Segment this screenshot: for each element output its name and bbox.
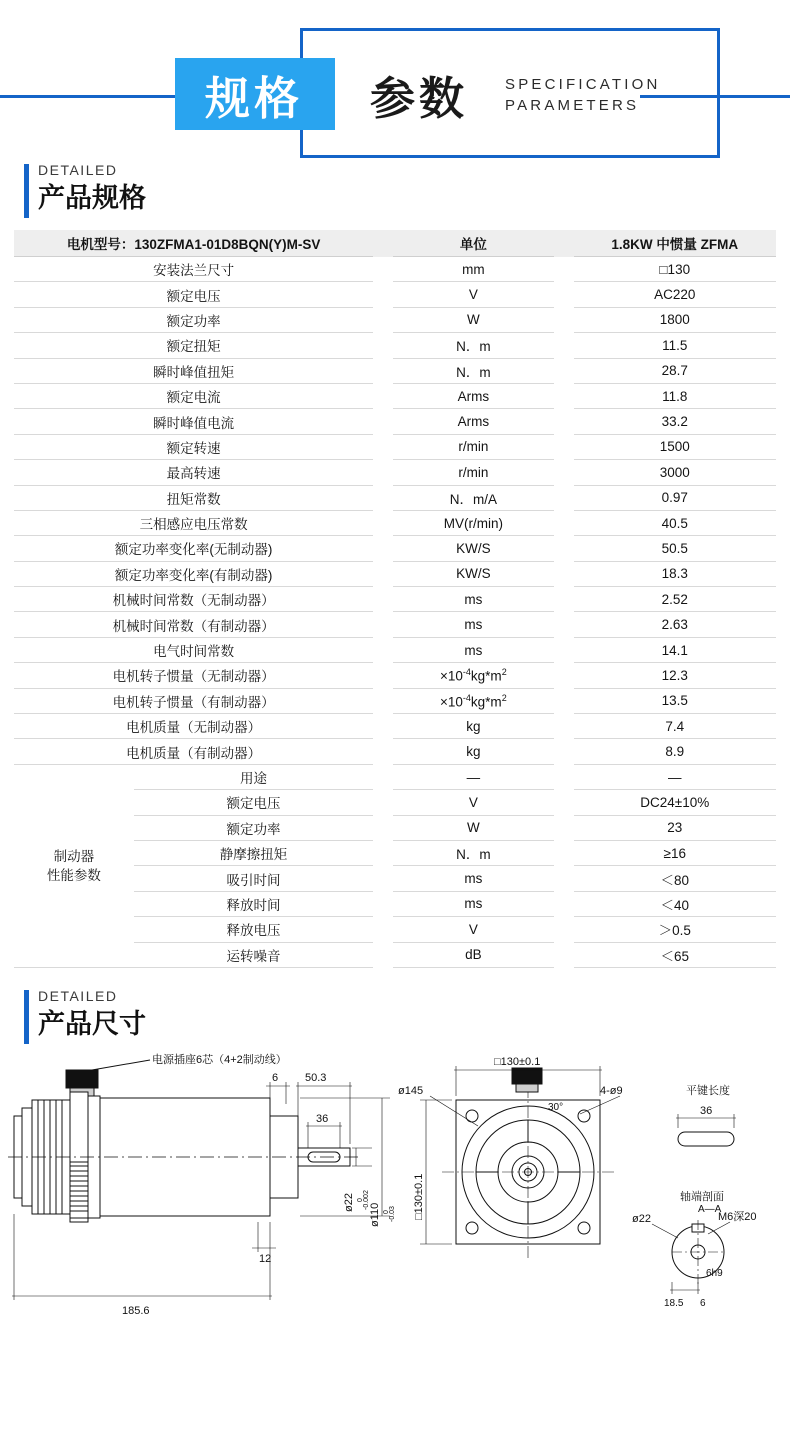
spec-table xyxy=(14,230,776,968)
row-name: 机械时间常数（无制动器） xyxy=(14,587,373,612)
row-gap-2 xyxy=(554,663,574,688)
row-name: 三相感应电压常数 xyxy=(14,510,373,535)
row-unit: ms xyxy=(393,612,554,637)
brake-row-unit: dB xyxy=(393,942,554,967)
row-unit: Arms xyxy=(393,383,554,408)
banner-title-en-line2: PARAMETERS xyxy=(505,97,640,114)
row-value: 8.9 xyxy=(574,739,777,764)
brake-teeth xyxy=(70,1162,88,1218)
label-d110-tol-top: 0 xyxy=(383,1210,390,1214)
row-unit: Arms xyxy=(393,409,554,434)
table-row xyxy=(14,688,776,713)
row-gap-2 xyxy=(554,561,574,586)
row-name: 瞬时峰值电流 xyxy=(14,409,373,434)
brake-group-label-line2: 性能参数 xyxy=(46,867,101,883)
table-row xyxy=(14,409,776,434)
label-connector: 电源插座6芯（4+2制动线） xyxy=(152,1053,287,1066)
brake-row-gap xyxy=(373,866,393,891)
row-gap xyxy=(373,257,393,282)
row-gap xyxy=(373,536,393,561)
row-gap xyxy=(373,383,393,408)
brake-row-unit: ms xyxy=(393,866,554,891)
table-row xyxy=(14,663,776,688)
front-connector xyxy=(512,1068,542,1084)
label-shaft-title: 轴端剖面 xyxy=(680,1190,724,1203)
row-name: 电气时间常数 xyxy=(14,637,373,662)
banner-rule-left xyxy=(0,95,175,98)
row-value: 3000 xyxy=(574,460,777,485)
row-unit: W xyxy=(393,307,554,332)
row-gap-2 xyxy=(554,510,574,535)
label-front-angle: 30° xyxy=(548,1101,564,1113)
row-name: 额定电压 xyxy=(14,282,373,307)
brake-row-value: ＜65 xyxy=(574,942,777,967)
brake-row-name: 用途 xyxy=(134,764,373,789)
row-value: 0.97 xyxy=(574,485,777,510)
row-value: 11.8 xyxy=(574,383,777,408)
label-d12: 12 xyxy=(259,1252,272,1265)
row-gap xyxy=(373,460,393,485)
table-row xyxy=(14,587,776,612)
row-gap xyxy=(373,663,393,688)
label-shaft-18-5: 18.5 xyxy=(664,1297,684,1309)
row-gap-2 xyxy=(554,739,574,764)
header-model: 电机型号：130ZFMA1-01D8BQN(Y)M-SV xyxy=(14,230,373,257)
row-unit: N．m/A xyxy=(393,485,554,510)
spec-table-wrapper xyxy=(14,230,776,968)
row-gap-2 xyxy=(554,307,574,332)
table-row xyxy=(14,485,776,510)
banner-title-cn-left: 规格 xyxy=(205,74,304,124)
brake-row-value: ＞0.5 xyxy=(574,917,777,942)
brake-row-name: 运转噪音 xyxy=(134,942,373,967)
row-value: 12.3 xyxy=(574,663,777,688)
label-d36-shaft: 36 xyxy=(316,1112,329,1125)
label-d22: ø22 xyxy=(343,1192,355,1212)
row-name: 扭矩常数 xyxy=(14,485,373,510)
row-gap xyxy=(373,485,393,510)
brake-row-gap-2 xyxy=(554,764,574,789)
label-front-145: ø145 xyxy=(398,1084,424,1097)
row-gap xyxy=(373,587,393,612)
header-gap xyxy=(373,230,393,257)
table-row xyxy=(14,561,776,586)
brake-row-gap-2 xyxy=(554,891,574,916)
row-value: AC220 xyxy=(574,282,777,307)
brake-row-name: 额定功率 xyxy=(134,815,373,840)
label-d50-3: 50.3 xyxy=(305,1071,327,1084)
brake-row-gap xyxy=(373,840,393,865)
section-heading-cn-2: 产品尺寸 xyxy=(38,1008,146,1039)
table-row xyxy=(14,612,776,637)
brake-row-gap xyxy=(373,764,393,789)
section-heading-en: DETAILED xyxy=(38,162,118,178)
row-gap xyxy=(373,282,393,307)
row-name: 额定转速 xyxy=(14,434,373,459)
row-unit: V xyxy=(393,282,554,307)
brake-row-gap-2 xyxy=(554,790,574,815)
row-unit: mm xyxy=(393,257,554,282)
row-value: 28.7 xyxy=(574,358,777,383)
row-gap xyxy=(373,307,393,332)
label-shaft-d22: ø22 xyxy=(632,1212,651,1225)
row-gap xyxy=(373,714,393,739)
row-gap xyxy=(373,612,393,637)
header-unit: 单位 xyxy=(393,230,554,257)
row-gap xyxy=(373,561,393,586)
brake-group-label xyxy=(14,764,134,967)
label-front-130-top: □130±0.1 xyxy=(494,1055,541,1068)
banner-title-en-line1: SPECIFICATION xyxy=(505,76,661,93)
row-name: 电机质量（有制动器） xyxy=(14,739,373,764)
section-accent-bar xyxy=(24,164,29,218)
table-row xyxy=(14,510,776,535)
brake-row-unit: V xyxy=(393,790,554,815)
brake-row-gap-2 xyxy=(554,917,574,942)
row-unit: KW/S xyxy=(393,561,554,586)
label-shaft-6: 6 xyxy=(700,1297,706,1309)
brake-row-unit: — xyxy=(393,764,554,789)
row-gap-2 xyxy=(554,333,574,358)
label-front-130-left: □130±0.1 xyxy=(413,1173,425,1220)
row-gap xyxy=(373,637,393,662)
row-unit: N．m xyxy=(393,358,554,383)
brake-row-gap xyxy=(373,891,393,916)
row-name: 电机转子惯量（无制动器） xyxy=(14,663,373,688)
row-unit: $\times 10^{-4}kg*m^2$ xyxy=(393,688,554,713)
table-header-row xyxy=(14,230,776,257)
table-row-brake xyxy=(14,764,776,789)
row-gap-2 xyxy=(554,434,574,459)
leader-connector xyxy=(92,1060,150,1070)
brake-row-name: 释放电压 xyxy=(134,917,373,942)
section-heading-dimensions xyxy=(24,986,790,1042)
brake-row-gap-2 xyxy=(554,840,574,865)
row-gap xyxy=(373,510,393,535)
brake-row-name: 吸引时间 xyxy=(134,866,373,891)
row-gap xyxy=(373,739,393,764)
row-value: 2.52 xyxy=(574,587,777,612)
banner-title-cn-right: 参数 xyxy=(370,74,469,124)
brake-group-label-line1: 制动器 xyxy=(53,848,95,864)
table-row xyxy=(14,536,776,561)
row-value: 13.5 xyxy=(574,688,777,713)
header-value: 1.8KW 中惯量 ZFMA xyxy=(574,230,777,257)
brake-row-value: ＜80 xyxy=(574,866,777,891)
key-shape xyxy=(678,1132,734,1146)
label-d110-tol-bot: -0.03 xyxy=(389,1205,396,1222)
row-value: 1800 xyxy=(574,307,777,332)
brake-row-value: 23 xyxy=(574,815,777,840)
section-accent-bar-2 xyxy=(24,990,29,1044)
brake-row-name: 额定电压 xyxy=(134,790,373,815)
row-name: 额定电流 xyxy=(14,383,373,408)
row-unit: kg xyxy=(393,714,554,739)
row-gap-2 xyxy=(554,409,574,434)
brake-row-gap xyxy=(373,917,393,942)
row-gap-2 xyxy=(554,637,574,662)
row-gap-2 xyxy=(554,257,574,282)
row-value: 40.5 xyxy=(574,510,777,535)
row-value: 2.63 xyxy=(574,612,777,637)
row-name: 额定功率变化率(有制动器) xyxy=(14,561,373,586)
row-name: 最高转速 xyxy=(14,460,373,485)
table-row xyxy=(14,460,776,485)
row-value: 14.1 xyxy=(574,637,777,662)
row-unit: kg xyxy=(393,739,554,764)
brake-row-gap xyxy=(373,942,393,967)
brake-row-value: DC24±10% xyxy=(574,790,777,815)
row-name: 瞬时峰值扭矩 xyxy=(14,358,373,383)
banner-title-en xyxy=(505,74,661,116)
brake-row-gap-2 xyxy=(554,942,574,967)
table-row xyxy=(14,637,776,662)
brake-row-value: ＜40 xyxy=(574,891,777,916)
table-row xyxy=(14,739,776,764)
section-heading-specs xyxy=(24,160,790,216)
front-connector-base xyxy=(516,1084,538,1092)
label-d185-6: 185.6 xyxy=(122,1304,150,1317)
row-unit: ms xyxy=(393,637,554,662)
table-row xyxy=(14,434,776,459)
label-d110: ø110 xyxy=(369,1202,381,1227)
brake-row-gap xyxy=(373,790,393,815)
brake-row-gap xyxy=(373,815,393,840)
section-heading-en-2: DETAILED xyxy=(38,987,118,1004)
row-unit: r/min xyxy=(393,434,554,459)
row-unit: MV(r/min) xyxy=(393,510,554,535)
dimension-drawing xyxy=(0,1052,790,1372)
label-shaft-6h9: 6h9 xyxy=(706,1267,723,1279)
label-key-len: 36 xyxy=(700,1104,713,1117)
connector-body xyxy=(66,1070,98,1088)
row-name: 额定功率 xyxy=(14,307,373,332)
label-shaft-m6: M6深20 xyxy=(718,1210,757,1223)
row-gap-2 xyxy=(554,688,574,713)
row-gap-2 xyxy=(554,282,574,307)
row-gap-2 xyxy=(554,460,574,485)
label-d6: 6 xyxy=(272,1071,279,1084)
header-gap-2 xyxy=(554,230,574,257)
label-key-title: 平键长度 xyxy=(686,1084,730,1097)
brake-row-unit: W xyxy=(393,815,554,840)
drawing-svg xyxy=(0,1052,790,1372)
table-row xyxy=(14,714,776,739)
row-gap-2 xyxy=(554,383,574,408)
row-gap xyxy=(373,409,393,434)
row-value: 50.5 xyxy=(574,536,777,561)
section-heading-cn: 产品规格 xyxy=(38,183,146,213)
row-unit: N．m xyxy=(393,333,554,358)
row-unit: r/min xyxy=(393,460,554,485)
label-shaft-sub: A—A xyxy=(698,1203,722,1215)
table-row xyxy=(14,257,776,282)
row-gap-2 xyxy=(554,358,574,383)
row-gap xyxy=(373,434,393,459)
row-gap-2 xyxy=(554,612,574,637)
table-row xyxy=(14,307,776,332)
row-name: 机械时间常数（有制动器） xyxy=(14,612,373,637)
row-value: 11.5 xyxy=(574,333,777,358)
table-row xyxy=(14,333,776,358)
row-value: □130 xyxy=(574,257,777,282)
row-name: 额定功率变化率(无制动器) xyxy=(14,536,373,561)
row-gap xyxy=(373,688,393,713)
row-value: 1500 xyxy=(574,434,777,459)
row-name: 电机转子惯量（有制动器） xyxy=(14,688,373,713)
row-unit: ms xyxy=(393,587,554,612)
brake-row-value: ≥16 xyxy=(574,840,777,865)
brake-row-unit: N．m xyxy=(393,840,554,865)
brake-row-gap-2 xyxy=(554,866,574,891)
brake-row-value: — xyxy=(574,764,777,789)
row-gap-2 xyxy=(554,485,574,510)
brake-row-unit: ms xyxy=(393,891,554,916)
row-value: 7.4 xyxy=(574,714,777,739)
row-value: 18.3 xyxy=(574,561,777,586)
brake-row-unit: V xyxy=(393,917,554,942)
table-row xyxy=(14,358,776,383)
row-name: 电机质量（无制动器） xyxy=(14,714,373,739)
row-unit: $\times 10^{-4}kg*m^2$ xyxy=(393,663,554,688)
label-front-holes: 4-ø9 xyxy=(600,1084,623,1097)
label-d22-tol-top: 0 xyxy=(357,1198,364,1202)
table-row xyxy=(14,282,776,307)
row-value: 33.2 xyxy=(574,409,777,434)
brake-row-gap-2 xyxy=(554,815,574,840)
brake-row-name: 静摩擦扭矩 xyxy=(134,840,373,865)
row-unit: KW/S xyxy=(393,536,554,561)
label-d22-tol-bot: -0.002 xyxy=(363,1190,370,1210)
row-gap xyxy=(373,333,393,358)
row-name: 安装法兰尺寸 xyxy=(14,257,373,282)
brake-row-name: 释放时间 xyxy=(134,891,373,916)
row-gap xyxy=(373,358,393,383)
row-gap-2 xyxy=(554,714,574,739)
table-row xyxy=(14,383,776,408)
row-gap-2 xyxy=(554,536,574,561)
page-banner xyxy=(0,0,790,160)
row-name: 额定扭矩 xyxy=(14,333,373,358)
row-gap-2 xyxy=(554,587,574,612)
